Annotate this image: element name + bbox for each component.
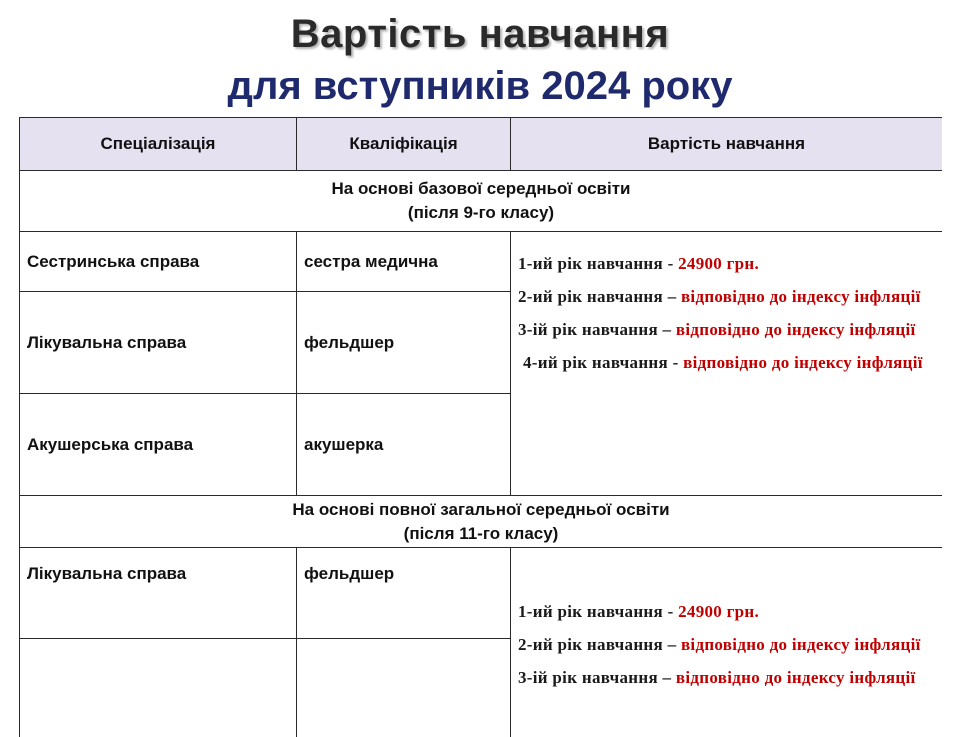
table-row	[20, 548, 943, 639]
qualification-cell: фельдшер	[297, 292, 511, 394]
cost-value: відповідно до індексу інфляції	[681, 635, 921, 654]
specialization-cell: Лікувальна справа	[20, 548, 297, 639]
qualification-cell: сестра медична	[297, 232, 511, 292]
table-header-row	[20, 118, 943, 171]
cost-value: відповідно до індексу інфляції	[676, 668, 916, 687]
specialization-cell	[20, 639, 297, 737]
cost-value: відповідно до індексу інфляції	[681, 287, 921, 306]
header-qualification: Кваліфікація	[297, 118, 511, 171]
specialization-cell: Акушерська справа	[20, 394, 297, 496]
section-heading-line1: На основі базової середньої освіти	[27, 177, 935, 201]
qualification-cell: фельдшер	[297, 548, 511, 639]
header-cost: Вартість навчання	[511, 118, 943, 171]
cost-cell	[511, 548, 943, 737]
page-title: Вартість навчання	[0, 12, 960, 57]
qualification-cell: акушерка	[297, 394, 511, 496]
cost-cell	[511, 232, 943, 496]
tuition-table-frame	[19, 117, 942, 737]
specialization-cell: Сестринська справа	[20, 232, 297, 292]
section-row-complete	[20, 496, 943, 548]
cost-line: 4-ий рік навчання - відповідно до індексу інфляції	[518, 351, 935, 375]
cost-line: 2-ий рік навчання – відповідно до індексу інфляції	[518, 633, 935, 657]
cost-value: 24900 грн.	[678, 254, 759, 273]
section-heading-line1: На основі повної загальної середньої освіти	[27, 498, 935, 522]
section-heading-line2: (після 11-го класу)	[27, 522, 935, 546]
cost-line: 3-ій рік навчання – відповідно до індексу інфляції	[518, 666, 935, 690]
cost-line: 2-ий рік навчання – відповідно до індексу інфляції	[518, 285, 935, 309]
specialization-cell: Лікувальна справа	[20, 292, 297, 394]
header-specialization: Спеціалізація	[20, 118, 297, 171]
section-heading	[20, 171, 943, 232]
cost-line: 1-ий рік навчання - 24900 грн.	[518, 252, 935, 276]
cost-line: 3-ій рік навчання – відповідно до індексу інфляції	[518, 318, 935, 342]
cost-line: 1-ий рік навчання - 24900 грн.	[518, 600, 935, 624]
cost-value: відповідно до індексу інфляції	[676, 320, 916, 339]
section-heading	[20, 496, 943, 548]
cost-value: 24900 грн.	[678, 602, 759, 621]
section-heading-line2: (після 9-го класу)	[27, 201, 935, 225]
table-row	[20, 232, 943, 292]
page-subtitle: для вступників 2024 року	[0, 64, 960, 109]
section-row-basic	[20, 171, 943, 232]
cost-value: відповідно до індексу інфляції	[683, 353, 923, 372]
qualification-cell	[297, 639, 511, 737]
tuition-table	[19, 117, 942, 737]
